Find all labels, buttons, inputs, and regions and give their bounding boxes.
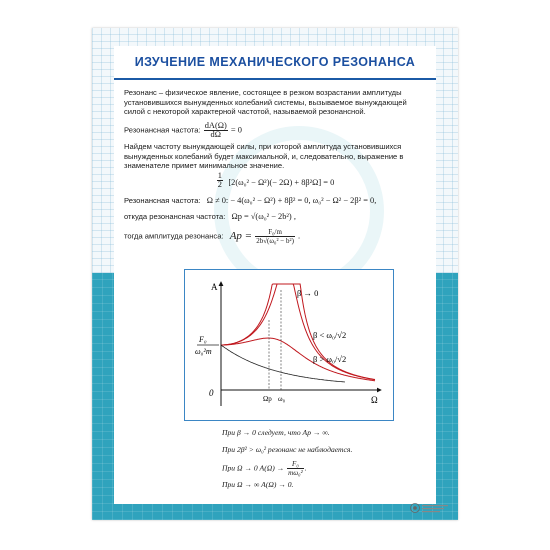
amp-numerator: F₀/m (255, 228, 295, 237)
amp-fraction (255, 228, 295, 245)
legend-beta-greater: β > ω₀/√2 (313, 354, 347, 364)
y-axis-label: A (211, 282, 218, 292)
conclusion-3-fraction (287, 460, 304, 477)
legend-beta-less: β < ω₀/√2 (313, 330, 347, 340)
y-intercept-denominator: ω₀²m (195, 347, 212, 356)
conclusion-3-text: При Ω → 0 A(Ω) → (222, 463, 285, 473)
resonance-condition (124, 122, 242, 139)
curve-beta-medium (221, 284, 375, 380)
legend-beta-zero: β → 0 (297, 288, 319, 298)
amp-denominator: 2b√(ω₀² − b²) (256, 237, 294, 245)
curve-beta-small (221, 284, 375, 380)
whence-equation: Ωр = √(ω₀² − 2b²) , (231, 212, 296, 221)
y-intercept-numerator: F₀ (199, 335, 207, 344)
intro-paragraph: Резонанс – физическое явление, состоящее в резком возрастании амплитуды установившихся вынужденных колебаний системы, вызываемое вынуждающей силой с некоторой характерной частотой, называемой резонансной. (124, 88, 407, 117)
conclusion-4: При Ω → ∞ A(Ω) → 0. (222, 480, 294, 489)
content-panel (114, 46, 436, 504)
poster (92, 28, 458, 520)
resonance-chart (184, 269, 394, 421)
condition-numerator: dA(Ω) (204, 121, 227, 130)
condition-fraction (204, 122, 228, 139)
amplitude-row: тогда амплитуда резонанса: Aр = $\frac{\text{F₀/m}}{\text{2b√(ω₀² − b²)}}$ . (124, 228, 301, 245)
condition-rhs: = 0 (230, 125, 242, 135)
condition-label: Резонансная частота: (124, 125, 201, 135)
conclusion-2: При 2β² > ω₀² резонанс не наблюдается. (222, 445, 353, 454)
conclusion-3: При Ω → 0 A(Ω) → $\frac{\text{F₀}}{\text{mω₀²}}$ . (222, 460, 307, 477)
page-title: ИЗУЧЕНИЕ МЕХАНИЧЕСКОГО РЕЗОНАНСА (134, 55, 416, 69)
x-tick-label-resonance: Ωр (263, 395, 272, 403)
x-tick-label-omega0: ω₀ (278, 395, 286, 403)
title-bar (114, 46, 436, 80)
condition-denominator: dΩ (210, 130, 221, 139)
conclusion-3-denominator: mω₀² (288, 469, 303, 477)
curve-group (221, 284, 375, 382)
resonance-frequency-row (124, 196, 376, 206)
publisher-logo-icon (410, 502, 450, 514)
conclusion-3-numerator: F₀ (287, 460, 304, 469)
whence-label: откуда резонансная частота: (124, 212, 226, 221)
whence-row (124, 212, 296, 222)
derivative-expression: [2(ω₀² − Ω²)(− 2Ω) + 8β²Ω] = 0 (228, 178, 335, 187)
derivative-equation (114, 172, 436, 190)
res-label: Резонансная частота: (124, 196, 201, 205)
origin-label: 0 (209, 388, 214, 398)
find-paragraph: Найдем частоту вынуждающей силы, при которой амплитуда установившихся вынужденных колебаний будет максимальной, и, следовательно, выражение в знаменателе примет минимальное значение. (124, 142, 404, 171)
x-axis-label: Ω (371, 395, 378, 405)
res-equation: Ω ≠ 0: − 4(ω₀² − Ω²) + 8β² = 0, ω₀² − Ω² − 2β² = 0, (206, 196, 377, 205)
conclusion-1: При β → 0 следует, что Aр → ∞. (222, 428, 330, 437)
resonance-chart-svg (185, 270, 393, 420)
amp-label: тогда амплитуда резонанса: (124, 231, 224, 241)
half-fraction: $\frac{1}{2}$ (217, 171, 222, 190)
amp-lhs: Aр = (229, 229, 253, 242)
